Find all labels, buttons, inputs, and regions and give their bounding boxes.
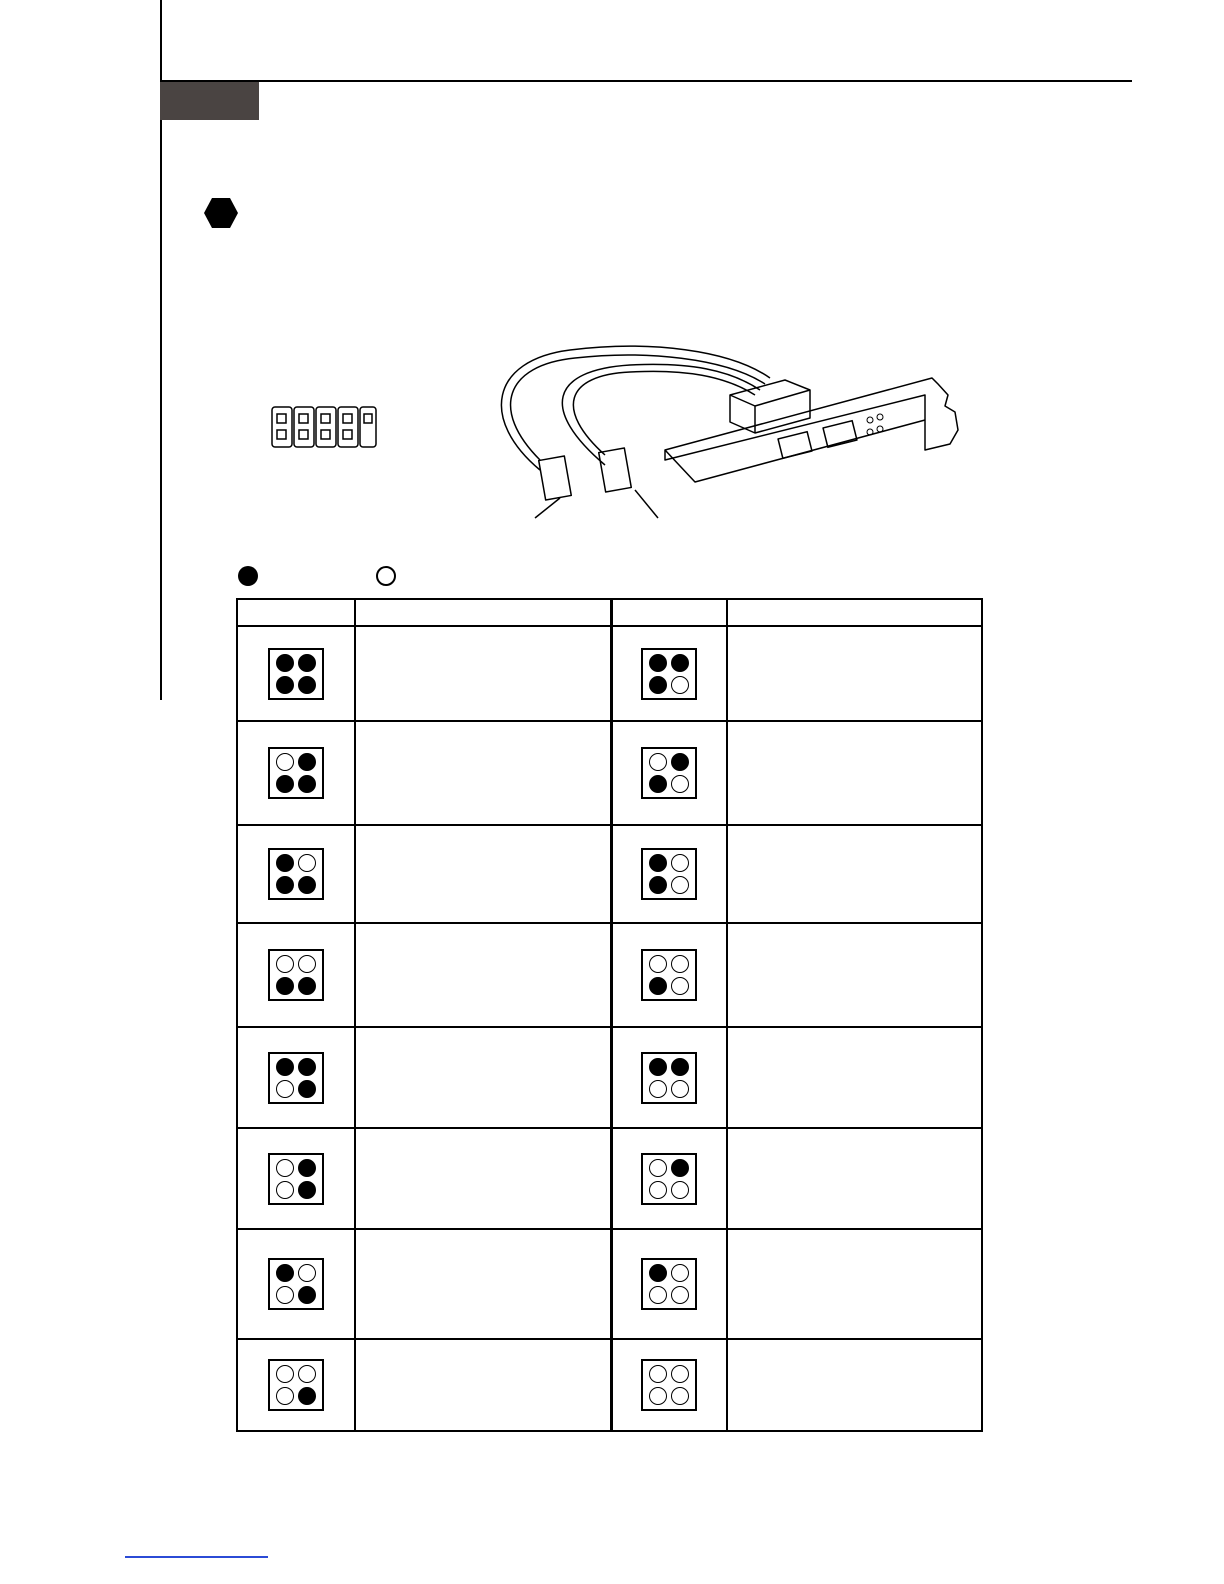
led-config-cell bbox=[237, 1339, 355, 1431]
led-off-icon bbox=[671, 955, 689, 973]
led-on-icon bbox=[298, 1058, 316, 1076]
legend-led-on-icon bbox=[238, 566, 258, 586]
led-indicator-group bbox=[268, 648, 324, 700]
table-row bbox=[237, 1339, 982, 1431]
led-off-icon bbox=[649, 1159, 667, 1177]
pin-header-icon bbox=[271, 406, 381, 448]
led-on-icon bbox=[298, 654, 316, 672]
led-config-cell bbox=[611, 923, 727, 1027]
led-indicator-group bbox=[268, 747, 324, 799]
led-on-icon bbox=[276, 775, 294, 793]
led-off-icon bbox=[671, 775, 689, 793]
led-indicator-group bbox=[641, 949, 697, 1001]
led-status-table bbox=[236, 598, 983, 1432]
led-on-icon bbox=[671, 654, 689, 672]
header-cell bbox=[727, 599, 982, 626]
led-on-icon bbox=[649, 1058, 667, 1076]
led-description-cell bbox=[355, 1229, 611, 1339]
led-config-cell bbox=[237, 1229, 355, 1339]
led-off-icon bbox=[671, 1181, 689, 1199]
table-row bbox=[237, 1027, 982, 1128]
table-row bbox=[237, 825, 982, 923]
led-off-icon bbox=[649, 955, 667, 973]
led-description-cell bbox=[727, 1229, 982, 1339]
led-on-icon bbox=[649, 876, 667, 894]
led-on-icon bbox=[298, 753, 316, 771]
led-on-icon bbox=[671, 753, 689, 771]
table-row bbox=[237, 923, 982, 1027]
led-off-icon bbox=[671, 1365, 689, 1383]
led-off-icon bbox=[276, 955, 294, 973]
led-indicator-group bbox=[268, 1153, 324, 1205]
led-config-cell bbox=[237, 721, 355, 825]
header-cell bbox=[611, 599, 727, 626]
led-on-icon bbox=[671, 1058, 689, 1076]
led-on-icon bbox=[298, 977, 316, 995]
led-off-icon bbox=[671, 1080, 689, 1098]
led-config-cell bbox=[237, 825, 355, 923]
led-off-icon bbox=[649, 1365, 667, 1383]
led-config-cell bbox=[237, 923, 355, 1027]
led-off-icon bbox=[671, 1286, 689, 1304]
table-row bbox=[237, 1229, 982, 1339]
led-on-icon bbox=[276, 676, 294, 694]
usb-bracket-illustration bbox=[480, 340, 960, 520]
legend-led-off-icon bbox=[376, 566, 396, 586]
led-description-cell bbox=[355, 923, 611, 1027]
led-description-cell bbox=[727, 923, 982, 1027]
led-off-icon bbox=[276, 1080, 294, 1098]
led-indicator-group bbox=[641, 848, 697, 900]
led-config-cell bbox=[611, 1229, 727, 1339]
led-off-icon bbox=[276, 1159, 294, 1177]
led-indicator-group bbox=[268, 1359, 324, 1411]
led-config-cell bbox=[237, 1128, 355, 1229]
led-on-icon bbox=[298, 1181, 316, 1199]
table-header-row bbox=[237, 599, 982, 626]
led-off-icon bbox=[276, 1387, 294, 1405]
hexagon-icon bbox=[203, 197, 239, 229]
footer-link-underline bbox=[125, 1556, 268, 1558]
led-on-icon bbox=[276, 1058, 294, 1076]
led-on-icon bbox=[276, 1264, 294, 1282]
led-off-icon bbox=[276, 1365, 294, 1383]
led-on-icon bbox=[298, 1286, 316, 1304]
led-indicator-group bbox=[268, 848, 324, 900]
led-off-icon bbox=[276, 1181, 294, 1199]
led-description-cell bbox=[727, 1128, 982, 1229]
header-rule bbox=[160, 80, 1132, 82]
led-off-icon bbox=[671, 854, 689, 872]
led-config-cell bbox=[237, 1027, 355, 1128]
led-on-icon bbox=[298, 676, 316, 694]
led-off-icon bbox=[671, 1264, 689, 1282]
led-on-icon bbox=[649, 676, 667, 694]
led-config-cell bbox=[611, 825, 727, 923]
led-off-icon bbox=[298, 1365, 316, 1383]
led-off-icon bbox=[649, 753, 667, 771]
led-config-cell bbox=[237, 626, 355, 721]
led-on-icon bbox=[298, 876, 316, 894]
led-description-cell bbox=[727, 721, 982, 825]
led-description-cell bbox=[355, 1339, 611, 1431]
led-indicator-group bbox=[641, 1359, 697, 1411]
led-description-cell bbox=[355, 626, 611, 721]
led-indicator-group bbox=[268, 949, 324, 1001]
header-cell bbox=[237, 599, 355, 626]
led-on-icon bbox=[649, 775, 667, 793]
led-on-icon bbox=[298, 1080, 316, 1098]
led-config-cell bbox=[611, 1128, 727, 1229]
led-off-icon bbox=[276, 753, 294, 771]
led-off-icon bbox=[649, 1387, 667, 1405]
led-off-icon bbox=[276, 1286, 294, 1304]
led-config-cell bbox=[611, 1339, 727, 1431]
led-on-icon bbox=[276, 854, 294, 872]
led-on-icon bbox=[649, 654, 667, 672]
led-indicator-group bbox=[641, 747, 697, 799]
led-off-icon bbox=[671, 977, 689, 995]
led-on-icon bbox=[671, 1159, 689, 1177]
header-tab bbox=[160, 82, 259, 120]
led-on-icon bbox=[298, 775, 316, 793]
led-on-icon bbox=[649, 1264, 667, 1282]
led-on-icon bbox=[298, 1159, 316, 1177]
led-description-cell bbox=[355, 1027, 611, 1128]
led-description-cell bbox=[727, 1339, 982, 1431]
led-off-icon bbox=[298, 1264, 316, 1282]
led-indicator-group bbox=[641, 1258, 697, 1310]
led-on-icon bbox=[298, 1387, 316, 1405]
led-off-icon bbox=[298, 854, 316, 872]
led-off-icon bbox=[649, 1080, 667, 1098]
led-config-cell bbox=[611, 1027, 727, 1128]
led-description-cell bbox=[355, 825, 611, 923]
led-off-icon bbox=[671, 1387, 689, 1405]
table-row bbox=[237, 1128, 982, 1229]
led-indicator-group bbox=[268, 1052, 324, 1104]
led-config-cell bbox=[611, 626, 727, 721]
led-description-cell bbox=[727, 626, 982, 721]
led-indicator-group bbox=[641, 1052, 697, 1104]
led-on-icon bbox=[649, 977, 667, 995]
led-indicator-group bbox=[641, 1153, 697, 1205]
led-on-icon bbox=[276, 876, 294, 894]
led-description-cell bbox=[727, 1027, 982, 1128]
led-on-icon bbox=[276, 977, 294, 995]
header-cell bbox=[355, 599, 611, 626]
led-description-cell bbox=[355, 721, 611, 825]
table-row bbox=[237, 626, 982, 721]
led-off-icon bbox=[671, 676, 689, 694]
led-config-cell bbox=[611, 721, 727, 825]
led-description-cell bbox=[727, 825, 982, 923]
table-row bbox=[237, 721, 982, 825]
led-indicator-group bbox=[641, 648, 697, 700]
led-off-icon bbox=[649, 1286, 667, 1304]
led-off-icon bbox=[671, 876, 689, 894]
led-off-icon bbox=[649, 1181, 667, 1199]
led-indicator-group bbox=[268, 1258, 324, 1310]
led-description-cell bbox=[355, 1128, 611, 1229]
led-off-icon bbox=[298, 955, 316, 973]
led-on-icon bbox=[649, 854, 667, 872]
led-on-icon bbox=[276, 654, 294, 672]
